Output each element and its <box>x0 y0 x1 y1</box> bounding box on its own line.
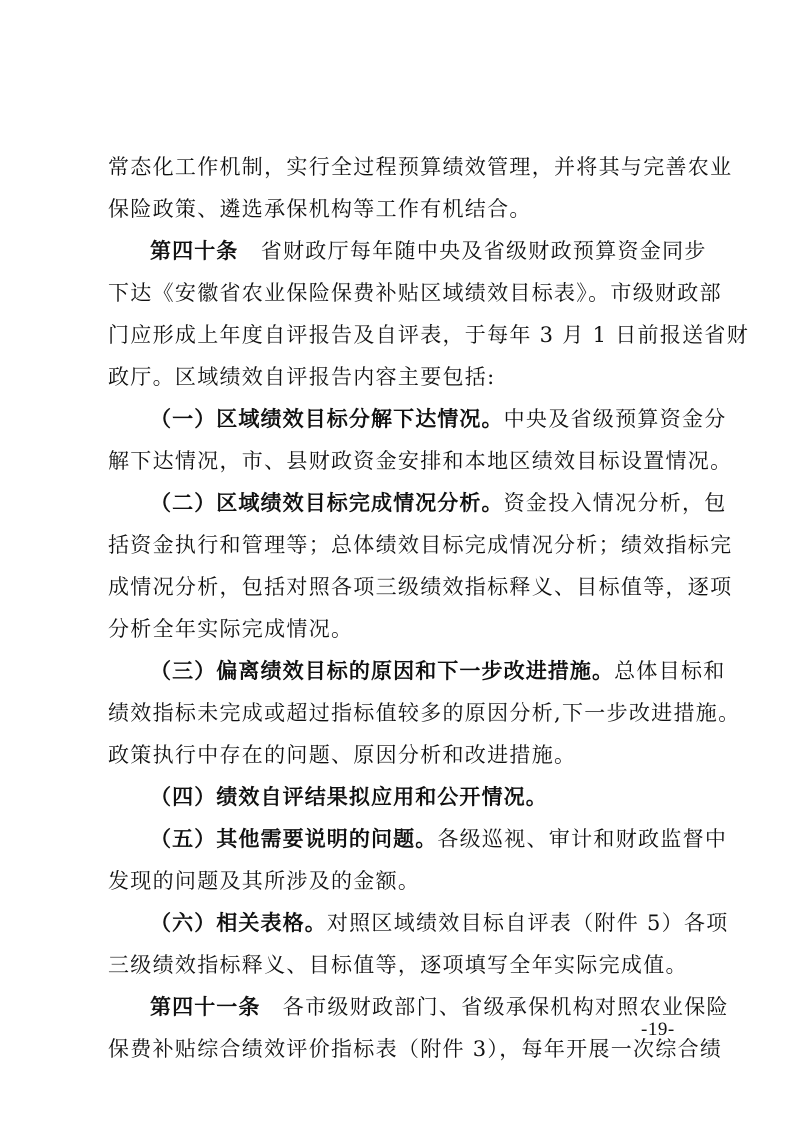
body-text: 各级巡视、审计和财政监督中 <box>437 827 728 851</box>
body-text: 总体目标和 <box>614 659 726 683</box>
body-text: 中央及省级预算资金分 <box>503 407 727 431</box>
text-line <box>108 566 733 608</box>
text-line <box>108 608 693 650</box>
body-text: 门应形成上年度自评报告及自评表，于每年 3 月 1 日前报送省财 <box>108 323 750 347</box>
bold-heading-text: （四）绩效自评结果拟应用和公开情况。 <box>150 785 548 809</box>
text-line <box>108 944 693 986</box>
body-text: 省财政厅每年随中央及省级财政预算资金同步 <box>238 239 707 263</box>
bold-heading-text: （六）相关表格。 <box>150 911 327 935</box>
text-line <box>108 818 728 860</box>
body-text: 绩效指标未完成或超过指标值较多的原因分析,下一步改进措施。 <box>108 701 741 725</box>
text-line <box>108 860 693 902</box>
body-text: 三级绩效指标释义、目标值等，逐项填写全年实际完成值。 <box>108 953 688 977</box>
text-line <box>108 146 733 188</box>
bold-heading-text: （三）偏离绩效目标的原因和下一步改进措施。 <box>150 659 615 683</box>
text-line <box>108 272 722 314</box>
text-line <box>108 314 750 356</box>
text-line <box>108 734 693 776</box>
body-text: 保费补贴综合绩效评价指标表（附件 3），每年开展一次综合绩 <box>108 1037 723 1061</box>
text-line <box>108 188 693 230</box>
text-line <box>108 524 733 566</box>
body-text: 资金投入情况分析，包 <box>503 491 727 515</box>
text-line <box>108 902 729 944</box>
body-text: 常态化工作机制，实行全过程预算绩效管理，并将其与完善农业 <box>108 155 733 179</box>
text-line <box>108 986 729 1028</box>
page-number: -19- <box>641 1019 675 1040</box>
body-text: 发现的问题及其所涉及的金额。 <box>108 869 421 893</box>
text-line <box>108 776 693 818</box>
bold-heading-text: 第四十一条 <box>150 995 261 1019</box>
body-text: 括资金执行和管理等；总体绩效目标完成情况分析；绩效指标完 <box>108 533 733 557</box>
body-text: 下达《安徽省农业保险保费补贴区域绩效目标表》。市级财政部 <box>108 281 722 305</box>
bold-heading-text: 第四十条 <box>150 239 239 263</box>
text-line <box>108 356 693 398</box>
text-line <box>108 398 727 440</box>
body-text: 解下达情况，市、县财政资金安排和本地区绩效目标设置情况。 <box>108 449 733 473</box>
body-text: 各市级财政部门、省级承保机构对照农业保险 <box>260 995 729 1019</box>
text-line <box>108 230 707 272</box>
body-text: 对照区域绩效目标自评表（附件 5）各项 <box>326 911 729 935</box>
body-text: 政策执行中存在的问题、原因分析和改进措施。 <box>108 743 577 767</box>
bold-heading-text: （二）区域绩效目标完成情况分析。 <box>150 491 504 515</box>
text-line <box>108 482 727 524</box>
text-line <box>108 440 733 482</box>
bold-heading-text: （一）区域绩效目标分解下达情况。 <box>150 407 504 431</box>
body-text: 分析全年实际完成情况。 <box>108 617 354 641</box>
text-line <box>108 650 726 692</box>
text-line <box>108 1028 723 1070</box>
body-text: 成情况分析，包括对照各项三级绩效指标释义、目标值等，逐项 <box>108 575 733 599</box>
body-text: 政厅。区域绩效自评报告内容主要包括: <box>108 365 496 389</box>
bold-heading-text: （五）其他需要说明的问题。 <box>150 827 438 851</box>
body-text: 保险政策、遴选承保机构等工作有机结合。 <box>108 197 532 221</box>
document-body <box>108 146 750 1070</box>
text-line <box>108 692 741 734</box>
